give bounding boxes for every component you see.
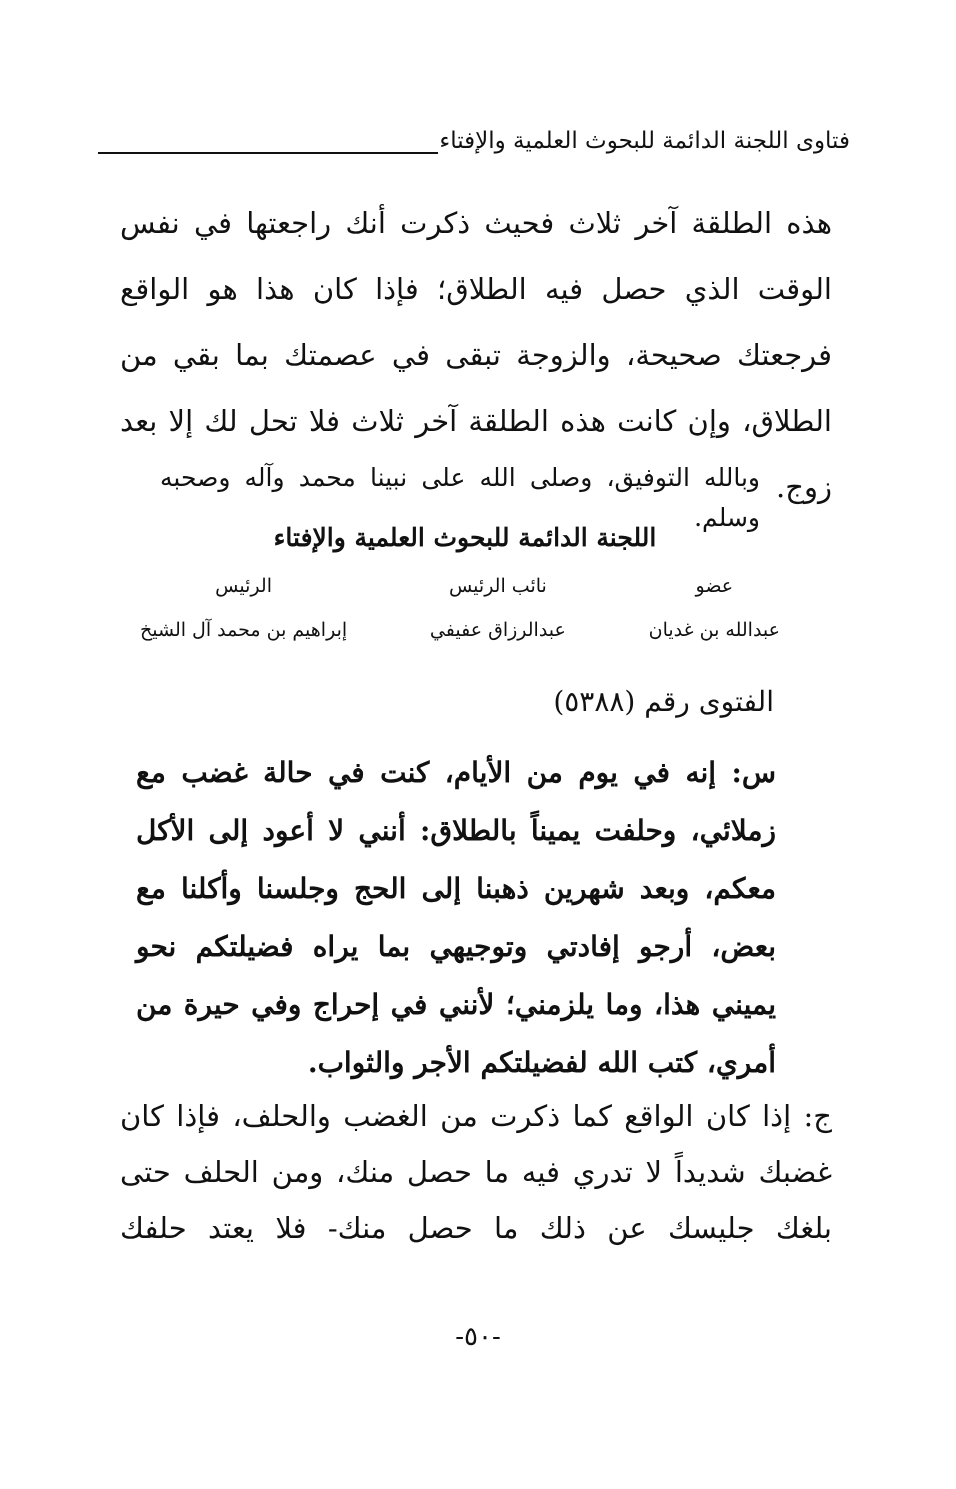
running-header	[98, 128, 850, 168]
member-role: عضو	[695, 575, 734, 597]
member-name: إبراهيم بن محمد آل الشيخ	[140, 619, 348, 641]
ruling-text: هذه الطلقة آخر ثلاث فحيث ذكرت أنك راجعتها في نفس الوقت الذي حصل فيه الطلاق؛ فإذا كان هذا هو الواقع فرجعتك صحيحة، والزوجة تبقى في عصمتك بما بقي من الطلاق، وإن كانت هذه الطلقة آخر ثلاث فلا تحل لك إلا بعد زوج.	[120, 206, 832, 504]
member-role: نائب الرئيس	[448, 575, 547, 597]
answer-text: ج: إذا كان الواقع كما ذكرت من الغضب والحلف، فإذا كان غضبك شديداً لا تدري فيه ما حصل منك، ومن الحلف حتى بلغك جليسك عن ذلك ما حصل منك- فلا يعتد حلفك	[120, 1099, 832, 1245]
question-text: س: إنه في يوم من الأيام، كنت في حالة غضب مع زملائي، وحلفت يميناً بالطلاق: أنني لا أعود إلى الأكل معكم، وبعد شهرين ذهبنا إلى الحج وجلسنا وأكلنا مع بعض، أرجو إفادتي وتوجيهي بما يراه فضيلتكم نحو يميني هذا، وما يلزمني؛ لأنني في إحراج وفي حيرة من أمري، كتب الله لفضيلتكم الأجر والثواب.	[136, 756, 776, 1079]
answer-block	[120, 1088, 832, 1256]
fatwa-number: الفتوى رقم (٥٣٨٨)	[553, 685, 774, 718]
header-title: فتاوى اللجنة الدائمة للبحوث العلمية والإفتاء	[439, 128, 850, 154]
committee-title: اللجنة الدائمة للبحوث العلمية والإفتاء	[273, 523, 657, 552]
member-name: عبدالرزاق عفيفي	[429, 619, 566, 641]
signature-grid	[140, 564, 780, 652]
signature-vice-president	[430, 564, 566, 652]
header-rule	[98, 152, 438, 154]
question-block	[136, 744, 776, 1092]
member-name: عبدالله بن غديان	[648, 619, 780, 641]
signature-member	[649, 564, 780, 652]
closing-text: وبالله التوفيق، وصلى الله على نبينا محمد وآله وصحبه وسلم.	[160, 463, 760, 532]
committee-signature-block	[140, 520, 780, 652]
page-number: -٥٠-	[455, 1322, 501, 1352]
member-role: الرئيس	[215, 575, 272, 597]
signature-president	[140, 564, 347, 652]
